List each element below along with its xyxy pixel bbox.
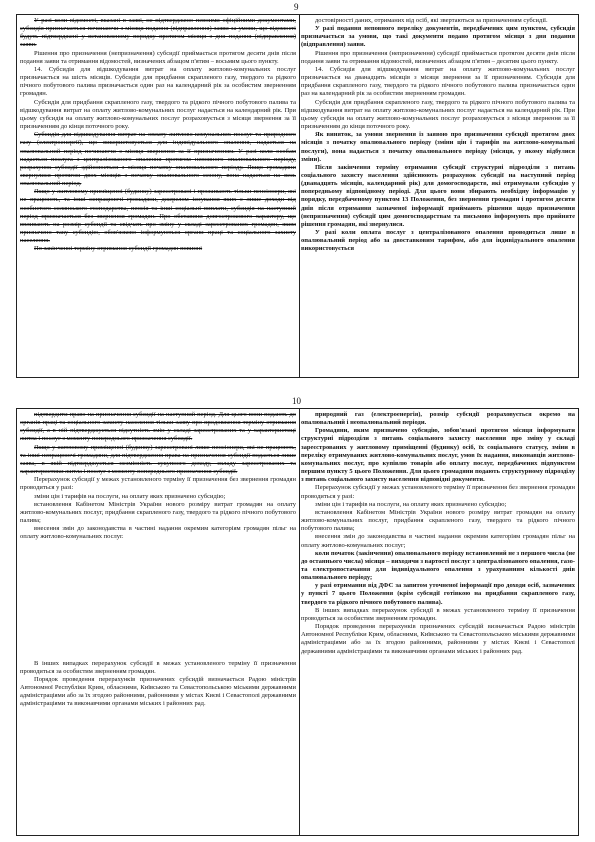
paragraph: Громадяни, яким призначено субсидію, зобов'язані протягом місяця інформувати структурні підрозділи з питань соціального захисту населення про зміну у складі зареєстрованих у житловому приміщенні (будинку) осіб, їх соціального статусу, зміни в переліку отримуваних житлово-комунальних послуг, умов їх надання, виконавців житлово-комунальних послуг, про купівлю товарів або оплату послуг, передбачених підпунктом першим пункту 5 цього Положення. Для цього громадяни подають структурному підрозділу з питань соціального захисту населення відповідні документи. bbox=[301, 427, 575, 484]
paragraph: Субсидія для придбання скрапленого газу, твердого та рідкого пічного побутового палива та відшкодування витрат на оплату житлово-комунальних послуг надається на календарний рік. При цьому субсидія на оплату житлово-комунальних послуг розраховується з місяця звернення за її призначенням до кінця поточного року. bbox=[301, 98, 575, 131]
paragraph: 14. Субсидія для відшкодування витрат на оплату житлово-комунальних послуг призначається на дванадцять місяців з місяця звернення за її призначенням. Субсидія для придбання скрапленого газу, твердого та рідкого пічного побутового палива призначається один раз на календарний рік за особистим зверненням громадян. bbox=[301, 65, 575, 98]
paragraph: Якщо у житловому приміщенні (будинку) зареєстровані і проживають тільки пенсіонери, які не працюють, та інші непрацюючі громадяни, джерелом існування яких є лише доходи від особистого селянського господарства, пенсія та інші соціальні виплати, субсидія на наступний період призначається без звернення громадян. Про обставини довгострокового характеру, що впливають на розмір субсидії та свідчать про зміну у складі зареєстрованих громадян, яким призначено таку субсидію, обов'язково інформуються органи праці та соціального захисту населення. bbox=[20, 188, 296, 245]
paragraph: Рішення про призначення (непризначення) субсидії приймається протягом десяти днів після подання заяви та отримання відомостей, визначених абзацом п'ятим – восьмим цього пункту. bbox=[20, 49, 296, 65]
paragraph: встановлення Кабінетом Міністрів України нового розміру витрат громадян на оплату житлово-комунальних послуг, придбання скрапленого газу, твердого та рідкого пічного побутового палива; bbox=[301, 508, 575, 533]
paragraph: У разі подання неповного переліку документів, передбачених цим пунктом, субсидія призначається за умови, що такі документи подано протягом місяця з дня подання (відправлення) заяви. bbox=[301, 25, 575, 49]
paragraph: По закінченні терміну отримання субсидії громадян повинні bbox=[34, 245, 203, 253]
paragraph: 14. Субсидія для відшкодування витрат на оплату житлово-комунальних послуг призначається на шість місяців. Субсидія для придбання скрапленого газу, твердого та рідкого пічного побутового палива призначається один раз на календарний рік за особистим зверненням громадян. bbox=[20, 65, 296, 98]
paragraph: Як виняток, за умови звернення із заявою про призначення субсидії протягом двох місяців з початку опалювального періоду (зміни цін і тарифів на житлово-комунальні послуги), вона надається з початку опалювального періоду (місяця, у якому відбулися зміни). bbox=[301, 131, 575, 163]
left-column-bottom bbox=[17, 409, 300, 835]
paragraph: У разі коли оплата послуг з централізованого опалення проводиться лише в опалювальний період або за двоставковим тарифом, або для індивідуального опалення використовується bbox=[301, 229, 575, 253]
left-column-top bbox=[17, 15, 300, 377]
paragraph: У разі коли відомості, вказані в заяві, не підтверджено певними офіційними документами, субсидія призначається починаючи з місяця подання (відправлення) заяви за умови, що відомості будуть підтверджені у встановленому порядку протягом місяця з дня подання (відправлення) заяви. bbox=[20, 17, 296, 49]
right-column-bottom bbox=[298, 409, 578, 835]
paragraph: достовірності даних, отриманих від осіб, які звертаються за призначенням субсидії. bbox=[315, 17, 548, 24]
paragraph: Якщо у житловому приміщенні (будинку) зареєстровані лише пенсіонери, які не працюють, та інші непрацюючі громадяни, для підтвердження права на призначення субсидії подається лише заява, в якій підтверджується незмінність сукупного доходу, складу зареєстрованих та характеристики житла і послуг з моменту попереднього призначення субсидії. bbox=[20, 443, 296, 476]
paragraph: Перерахунок субсидії у межах установленого терміну її призначення без звернення громадян проводиться у разі: bbox=[301, 484, 575, 500]
paragraph: внесення змін до законодавства в частині надання окремим категоріям громадян пільг на оплату житлово-комунальних послуг. bbox=[20, 525, 296, 541]
paragraph: Перерахунок субсидії у межах установленого терміну її призначення без звернення громадян проводиться у разі: bbox=[20, 476, 296, 492]
paragraph: зміни цін і тарифів на послуги, на оплату яких призначено субсидію; bbox=[315, 500, 507, 508]
paragraph: Порядок проведення перерахунків призначених субсидій визначається Радою міністрів Автономної Республіки Крим, обласними, Київською та Севастопольською міськими державними адміністраціями або за їх згодою районними, районними у містах Києві і Севастополі державними адміністраціями та виконавчими органами міських і районних рад. bbox=[301, 623, 575, 655]
paragraph: природний газ (електроенергія), розмір субсидії розраховується окремо на опалювальний і неопалювальний періоди. bbox=[301, 411, 575, 427]
paragraph: коли початок (закінчення) опалювального періоду встановлений не з першого числа (не до останнього числа) місяця – виходячи з вартості послуг з централізованого опалення, газо- та електропостачання для індивідуального опалення з урахуванням кількості днів опалювального періоду; bbox=[301, 549, 575, 582]
paragraph: встановлення Кабінетом Міністрів України нового розміру витрат громадян на оплату житлово-комунальних послуг, придбання скрапленого газу, твердого та рідкого пічного побутового палива; bbox=[20, 500, 296, 525]
paragraph: В інших випадках перерахунок субсидії в межах установленого терміну її призначення проводиться за особистим зверненням громадян. bbox=[20, 659, 296, 675]
paragraph: внесення змін до законодавства в частині надання окремим категоріям громадян пільг на оплату житлово-комунальних послуг; bbox=[301, 533, 575, 549]
paragraph: підтвердити право на призначення субсидії на наступний період. Для цього вони подають до органів праці та соціального захисту населення тільки заяву про продовження терміну отримання субсидії, а в ній підтверджується відсутність змін у складі зареєстрованих та у характеристиці житла і послуг з моменту попереднього призначення субсидії. bbox=[20, 411, 296, 443]
comparison-table-bottom bbox=[16, 408, 579, 836]
paragraph: Після закінчення терміну отримання субсидії структурні підрозділи з питань соціального захисту населення здійснюють розрахунок субсидії на наступний період (дванадцять місяців, календарний рік) для домогосподарств, які отримували субсидію у попередньому відповідному періоді. Для цього вони збирають необхідну інформацію у порядку, передбаченому пунктом 13 Положення, без звернення громадян і протягом десяти днів після отримання зазначеної інформації приймають рішення щодо призначення (непризначення) субсидії цим домогосподарствам та письмово інформують про прийняте рішення громадян, які звернулися. bbox=[301, 163, 575, 228]
right-column-top bbox=[298, 15, 578, 377]
page-number-top: 9 bbox=[294, 2, 299, 12]
paragraph: В інших випадках перерахунок субсидії в межах установленого терміну її призначення проводиться за особистим зверненням громадян. bbox=[301, 606, 575, 622]
paragraph: Субсидія для відшкодування витрат на оплату житлово-комунальних послуг та природного газу (електроенергії), що використовується для індивідуального опалення, надається на опалювальний період починаючи з місяця звернення за її призначенням. У разі коли особам надається послуга з централізованого опалення протягом неповного опалювального періоду, розрахунок субсидії здійснюється з місяця початку опалювального періоду. Якщо громадяни звернулися протягом двох місяців з початку опалювального сезону, вона надається на весь опалювальний період. bbox=[20, 131, 296, 188]
paragraph: Рішення про призначення (непризначення) субсидії приймається протягом десяти днів після подання заяви та отримання відомостей, визначених абзацом п'ятим – десятим цього пункту. bbox=[301, 49, 575, 65]
spacer bbox=[20, 558, 296, 644]
paragraph: зміни цін і тарифів на послуги, на оплату яких призначено субсидію; bbox=[34, 492, 226, 500]
paragraph: Субсидія для придбання скрапленого газу, твердого та рідкого пічного побутового палива та відшкодування витрат на оплату житлово-комунальних послуг надається на календарний рік. При цьому субсидія на оплату житлово-комунальних послуг розраховується з місяця звернення за її призначенням до кінця поточного року. bbox=[20, 98, 296, 131]
paragraph: у разі отримання від ДФС за запитом уточненої інформації про доходи осіб, зазначених у пункті 7 цього Положення (крім субсидії готівкою на придбання скрапленого газу, твердого та рідкого пічного побутового палива). bbox=[301, 582, 575, 606]
page-number-bottom: 10 bbox=[292, 396, 301, 406]
paragraph: Порядок проведення перерахунків призначених субсидій визначається Радою міністрів Автономної Республіки Крим, обласними, Київською та Севастопольською міськими державними адміністраціями або за їх згодою районними, районними у містах Києві і Севастополі державними адміністраціями та виконавчими органами міських і районних рад. bbox=[20, 675, 296, 708]
comparison-table-top bbox=[16, 14, 579, 378]
